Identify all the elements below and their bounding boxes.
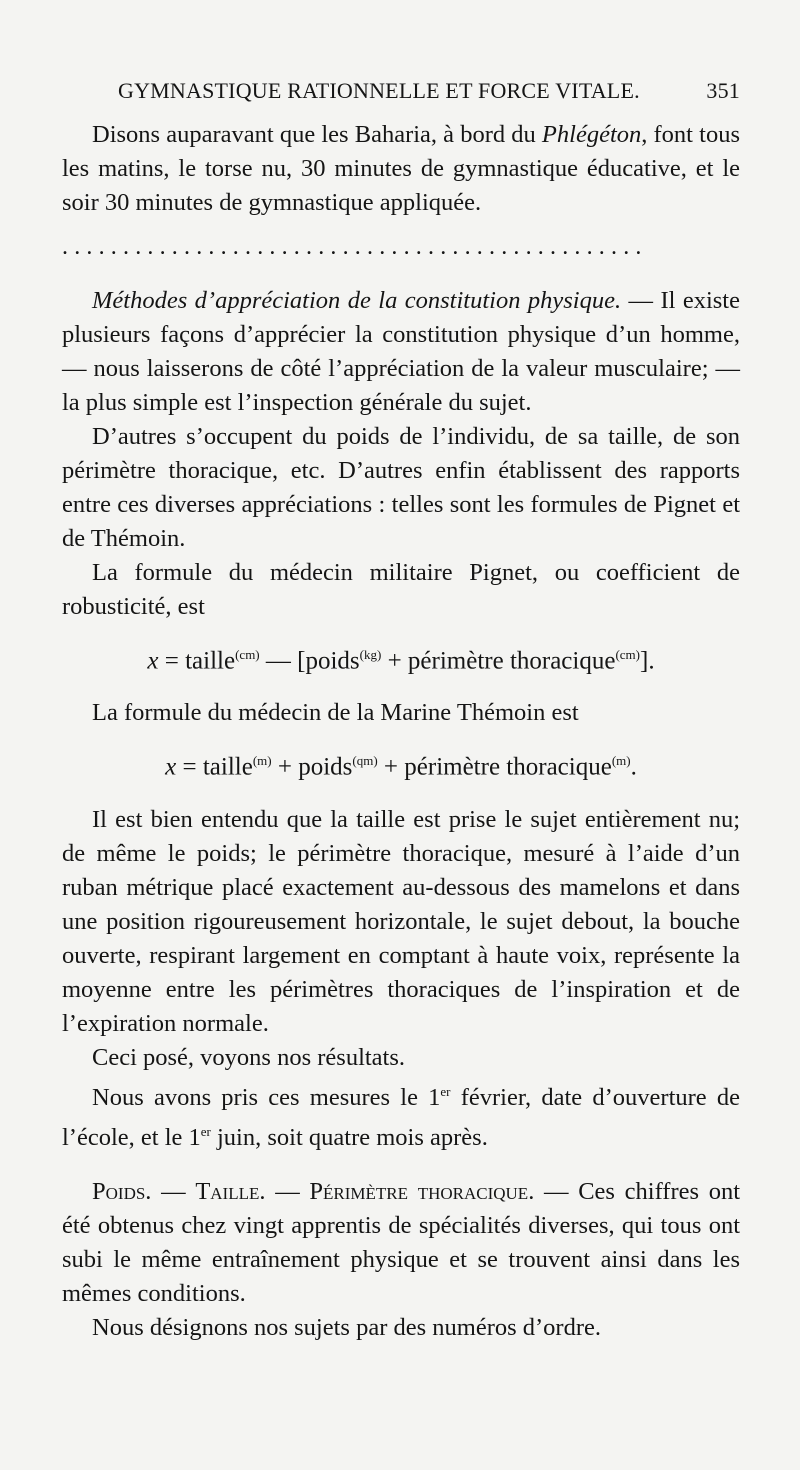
text-run: Disons auparavant que les Baharia, à bord du: [92, 121, 542, 148]
formula-unit: (qm): [352, 753, 378, 769]
formula-term: — [poids: [259, 647, 360, 675]
paragraph-dates: [62, 1075, 740, 1155]
spacer: [62, 1155, 740, 1175]
paragraph-pignet: La formule du médecin militaire Pignet, ou coefficient de robusticité, est: [62, 559, 740, 620]
formula-unit: (cm): [235, 647, 260, 662]
page-body: [62, 118, 740, 1345]
paragraph-autres: D’autres s’occupent du poids de l’individu, de sa taille, de son périmètre thoracique, etc. D’autres enfin établissent des rapports entre ces diverses appréciations : telles sont les formules de Pignet et de Thémoin.: [62, 423, 740, 552]
formula-pignet: [62, 638, 740, 678]
paragraph-themoin: La formule du médecin de la Marine Thémoin est: [92, 699, 579, 727]
heading-perimetre: Périmètre thoracique.: [309, 1177, 535, 1205]
text-run: — Ces chiffres ont été obtenus chez vingt apprentis de spécialités diverses, qui tous ont subi le même entraînement physique et se trouvent ainsi dans les mêmes conditions.: [62, 1177, 741, 1307]
paragraph-numeros: Nous désignons nos sujets par des numéros d’ordre.: [92, 1313, 601, 1341]
text-run: février, date d’ouverture de l’école, et le 1: [62, 1083, 740, 1151]
heading-poids: Poids.: [92, 1177, 152, 1205]
text-run: — Il existe plusieurs façons d’apprécier la constitution physique d’un homme, — nous laisserons de côté l’appréciation de la valeur musculaire; — la plus simple est l’inspection générale du sujet.: [62, 287, 740, 416]
formula-unit: (kg): [359, 647, 382, 662]
ordinal-suffix: er: [440, 1083, 451, 1099]
spacer: [62, 270, 740, 284]
paragraph-resultats: Ceci posé, voyons nos résultats.: [92, 1043, 406, 1071]
paragraph-methodes: [62, 284, 740, 420]
formula-term: = taille: [176, 753, 253, 781]
page-number: 351: [706, 78, 740, 103]
formula-term: ].: [640, 647, 655, 675]
dotted-separator: ................................................: [62, 234, 648, 260]
formula-unit: (m): [252, 753, 272, 769]
formula-term: + périmètre thoracique: [377, 753, 612, 781]
text-run: juin, soit quatre mois après.: [210, 1123, 488, 1151]
ship-name: Phlégéton: [541, 121, 642, 148]
formula-variable: x: [147, 647, 159, 675]
text-run: , font tous les matins, le torse nu, 30 minutes de gymnastique éducative, et le soir 30 minutes de gymnastique appliquée.: [62, 121, 740, 216]
formula-term: + poids: [271, 753, 353, 781]
ordinal-suffix: er: [200, 1123, 211, 1139]
heading-taille: Taille.: [195, 1177, 266, 1205]
formula-term: + périmètre thoracique: [381, 647, 616, 675]
running-title: GYMNASTIQUE RATIONNELLE ET FORCE VITALE.: [118, 78, 640, 103]
formula-term: = taille: [158, 647, 236, 675]
paragraph-poids-taille: Poids. — Taille. — Périmètre thoracique. — Ces chiffres ont été obtenus chez vingt apprentis de spécialités diverses, qui tous ont subi le même entraînement physique et se trouvent ainsi dans les mêmes conditions.: [62, 1177, 741, 1307]
formula-themoin: [62, 744, 740, 784]
text-run: Nous avons pris ces mesures le 1: [92, 1083, 441, 1111]
formula-unit: (cm): [615, 647, 640, 662]
section-heading: Méthodes d’appréciation de la constitution physique.: [92, 287, 622, 314]
formula-unit: (m): [611, 753, 631, 769]
paragraph-mesures: Il est bien entendu que la taille est prise le sujet entièrement nu; de même le poids; le périmètre thoracique, mesuré à l’aide d’un ruban métrique placé exactement au-dessous des mamelons et dans une position rigoureusement horizontale, le sujet debout, la bouche ouverte, respirant largement en comptant à haute voix, représente la moyenne entre les périmètres thoraciques de l’inspiration et de l’expiration normale.: [62, 805, 740, 1037]
formula-variable: x: [165, 753, 177, 781]
paragraph-baharia: [62, 118, 740, 220]
formula-term: .: [630, 753, 637, 781]
